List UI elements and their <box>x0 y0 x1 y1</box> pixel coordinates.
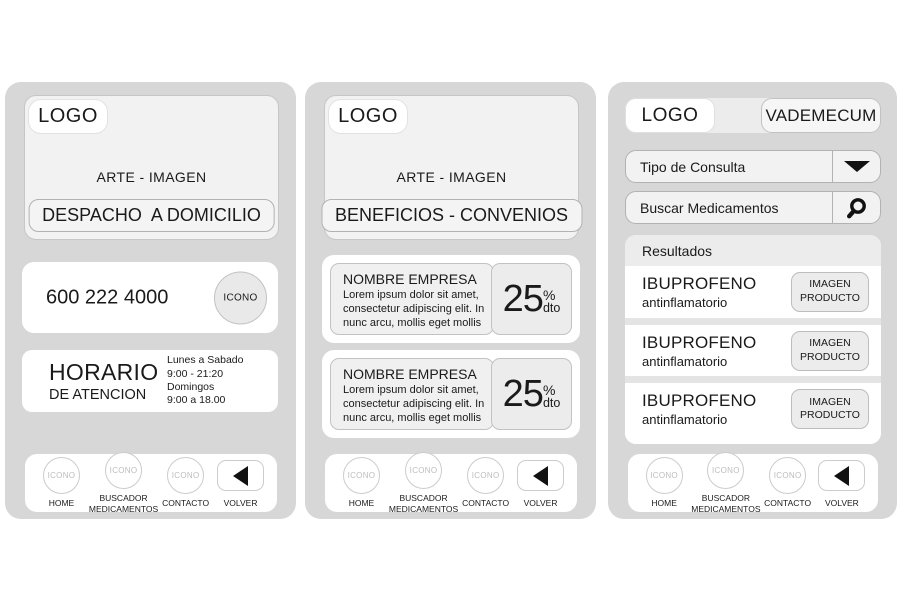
phone-number: 600 222 4000 <box>46 286 169 308</box>
nav-label: VOLVER <box>523 498 558 509</box>
search-button[interactable] <box>832 192 880 223</box>
nav-label: CONTACTO <box>162 498 210 509</box>
nav-item-home[interactable] <box>637 457 691 508</box>
home-icon: ICONO <box>43 457 80 494</box>
hero-area <box>324 95 579 240</box>
row-separator <box>625 376 881 383</box>
nav-item-buscador-medicamentos[interactable] <box>89 452 158 513</box>
contact-icon: ICONO <box>467 457 504 494</box>
query-type-select[interactable] <box>625 150 881 183</box>
vademecum-title-button[interactable]: VADEMECUM <box>761 98 881 133</box>
nav-item-buscador-medicamentos[interactable] <box>389 452 458 513</box>
phone-card <box>22 262 278 333</box>
nav-item-contacto[interactable] <box>458 457 513 508</box>
product-image-button[interactable]: IMAGEN PRODUCTO <box>791 331 869 371</box>
nav-label: CONTACTO <box>462 498 510 509</box>
company-info-box <box>330 358 494 430</box>
search-input[interactable] <box>625 191 881 224</box>
company-name: NOMBRE EMPRESA <box>343 271 477 287</box>
nav-item-home[interactable] <box>334 457 389 508</box>
discount-suffix: % dto <box>542 381 561 410</box>
drug-name: IBUPROFENO <box>642 332 757 352</box>
company-info-box <box>330 263 494 335</box>
nav-label: VOLVER <box>824 498 859 509</box>
art-image-placeholder: ARTE - IMAGEN <box>96 169 207 185</box>
discount-box <box>491 358 572 430</box>
product-image-button[interactable]: IMAGEN PRODUCTO <box>791 272 869 312</box>
nav-label: BUSCADOR MEDICAMENTOS <box>691 493 761 514</box>
nav-label: BUSCADOR MEDICAMENTOS <box>88 493 159 514</box>
result-row[interactable] <box>625 383 881 435</box>
result-row[interactable] <box>625 325 881 377</box>
nav-label: HOME <box>48 498 75 509</box>
phone-icon[interactable]: ICONO <box>214 271 267 324</box>
drug-info <box>642 391 756 427</box>
nav-item-buscador-medicamentos[interactable] <box>691 452 760 513</box>
bottom-navbar <box>25 454 277 512</box>
drug-info <box>642 274 756 310</box>
contact-icon: ICONO <box>167 457 204 494</box>
home-icon: ICONO <box>646 457 683 494</box>
schedule-subtitle: DE ATENCION <box>49 387 147 403</box>
search-placeholder: Buscar Medicamentos <box>640 199 779 216</box>
schedule-title-block <box>49 359 167 403</box>
screen-vademecum <box>608 82 897 519</box>
search-icon <box>845 196 869 220</box>
results-card-footer <box>625 435 881 444</box>
discount-suffix: % dto <box>542 286 561 315</box>
discount-value: 25 <box>502 277 543 320</box>
schedule-line: 9:00 a 18.00 <box>167 394 226 407</box>
logo-button[interactable]: LOGO <box>625 98 715 133</box>
nav-item-contacto[interactable] <box>761 457 815 508</box>
schedule-card <box>22 350 278 412</box>
schedule-line: Domingos <box>167 381 215 393</box>
select-arrow-area[interactable] <box>832 151 880 182</box>
schedule-line: 9:00 - 21:20 <box>167 367 224 380</box>
row-separator <box>625 318 881 325</box>
home-icon: ICONO <box>343 457 380 494</box>
drug-category: antinflamatorio <box>642 353 728 369</box>
discount-box <box>491 263 572 335</box>
search-medicines-icon: ICONO <box>105 452 142 489</box>
company-description: Lorem ipsum dolor sit amet, consectetur adipiscing elit. In nunc arcu, mollis eget mollis <box>343 384 485 424</box>
back-button[interactable] <box>517 460 564 491</box>
nav-item-volver[interactable] <box>815 457 869 508</box>
beneficios-convenios-button[interactable]: BENEFICIOS - CONVENIOS <box>321 199 582 232</box>
results-card <box>625 235 881 444</box>
nav-item-contacto[interactable] <box>158 457 213 508</box>
schedule-hours <box>167 354 243 408</box>
screen-home <box>5 82 296 519</box>
nav-label: CONTACTO <box>764 498 812 509</box>
nav-label: BUSCADOR MEDICAMENTOS <box>388 493 459 514</box>
product-image-button[interactable]: IMAGEN PRODUCTO <box>791 389 869 429</box>
company-name: NOMBRE EMPRESA <box>343 366 477 382</box>
screen-benefits <box>305 82 596 519</box>
despacho-domicilio-button[interactable]: DESPACHO A DOMICILIO <box>28 199 275 232</box>
nav-label: HOME <box>348 498 375 509</box>
result-row[interactable] <box>625 266 881 318</box>
nav-item-volver[interactable] <box>513 457 568 508</box>
art-image-placeholder: ARTE - IMAGEN <box>396 169 507 185</box>
logo-button[interactable]: LOGO <box>28 99 108 134</box>
query-type-label: Tipo de Consulta <box>640 158 746 175</box>
drug-name: IBUPROFENO <box>642 391 757 411</box>
discount-value: 25 <box>502 372 543 415</box>
nav-item-volver[interactable] <box>213 457 268 508</box>
results-header: Resultados <box>625 235 881 266</box>
schedule-title: HORARIO <box>49 359 159 385</box>
logo-button[interactable]: LOGO <box>328 99 408 134</box>
company-description: Lorem ipsum dolor sit amet, consectetur adipiscing elit. In nunc arcu, mollis eget mollis <box>343 289 485 329</box>
drug-category: antinflamatorio <box>642 294 728 310</box>
bottom-navbar <box>628 454 878 512</box>
drug-category: antinflamatorio <box>642 412 728 428</box>
nav-label: HOME <box>651 498 677 509</box>
contact-icon: ICONO <box>769 457 806 494</box>
bottom-navbar <box>325 454 577 512</box>
hero-area <box>24 95 279 240</box>
back-button[interactable] <box>818 460 865 491</box>
header-bar <box>625 98 881 133</box>
benefit-card[interactable] <box>322 255 580 343</box>
search-medicines-icon: ICONO <box>405 452 442 489</box>
nav-label: VOLVER <box>223 498 258 509</box>
back-button[interactable] <box>217 460 264 491</box>
search-medicines-icon: ICONO <box>707 452 744 489</box>
drug-name: IBUPROFENO <box>642 273 757 293</box>
drug-info <box>642 333 756 369</box>
back-icon <box>834 466 849 486</box>
back-icon <box>233 466 248 486</box>
nav-item-home[interactable] <box>34 457 89 508</box>
schedule-line: Lunes a Sabado <box>167 354 244 367</box>
back-icon <box>533 466 548 486</box>
benefit-card[interactable] <box>322 350 580 438</box>
chevron-down-icon <box>844 161 870 172</box>
